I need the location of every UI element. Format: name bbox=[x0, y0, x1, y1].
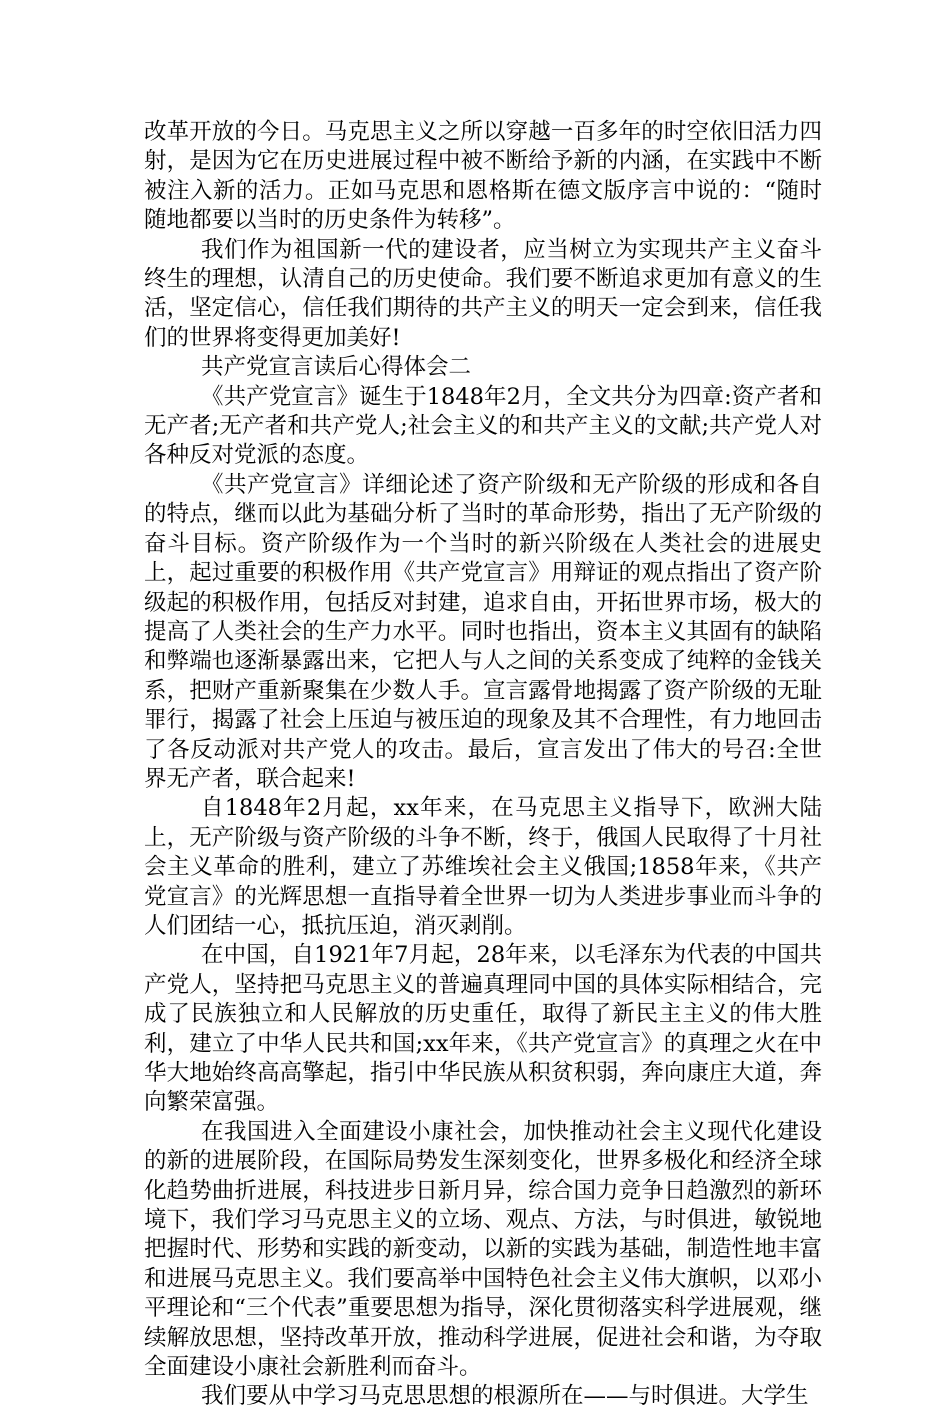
paragraph-2: 我们作为祖国新一代的建设者，应当树立为实现共产主义奋斗终生的理想，认清自己的历史使命。我们要不断追求更加有意义的生活，坚定信心，信任我们期待的共产主义的明天一定会到来，信任我们的世界将变得更加美好! bbox=[144, 236, 822, 351]
section-heading: 共产党宣言读后心得体会二 bbox=[201, 354, 472, 381]
paragraph-7: 在我国进入全面建设小康社会，加快推动社会主义现代化建设的新的进展阶段，在国际局势发生深刻变化，世界多极化和经济全球化趋势曲折进展，科技进步日新月异，综合国力竞争日趋激烈的新环境下，我们学习马克思主义的立场、观点、方法，与时俱进，敏锐地把握时代、形势和实践的新变动，以新的实践为基础，制造性地丰富和进展马克思主义。我们要高举中国特色社会主义伟大旗帜，以邓小平理论和“三个代表”重要思想为指导，深化贯彻落实科学进展观，继续解放思想，坚持改革开放，推动科学进展，促进社会和谐，为夺取全面建设小康社会新胜利而奋斗。 bbox=[144, 1118, 822, 1381]
paragraph-4: 《共产党宣言》详细论述了资产阶级和无产阶级的形成和各自的特点，继而以此为基础分析了当时的革命形势，指出了无产阶级的奋斗目标。资产阶级作为一个当时的新兴阶级在人类社会的进展史上，起过重要的积极作用《共产党宣言》用辩证的观点指出了资产阶级起的积极作用，包括反对封建，追求自由，开拓世界市场，极大的提高了人类社会的生产力水平。同时也指出，资本主义其固有的缺陷和弊端也逐渐暴露出来，它把人与人之间的关系变成了纯粹的金钱关系，把财产重新聚集在少数人手。宣言露骨地揭露了资产阶级的无耻罪行，揭露了社会上压迫与被压迫的现象及其不合理性，有力地回击了各反动派对共产党人的攻击。最后，宣言发出了伟大的号召:全世界无产者，联合起来! bbox=[144, 471, 822, 792]
paragraph-3: 《共产党宣言》诞生于1848年2月，全文共分为四章:资产者和无产者;无产者和共产党人;社会主义的和共产主义的文献;共产党人对各种反对党派的态度。 bbox=[144, 383, 822, 469]
paragraph-1: 改革开放的今日。马克思主义之所以穿越一百多年的时空依旧活力四射，是因为它在历史进展过程中被不断给予新的内涵，在实践中不断被注入新的活力。正如马克思和恩格斯在德文版序言中说的：“随时随地都要以当时的历史条件为转移”。 bbox=[144, 119, 822, 234]
document-page bbox=[144, 118, 822, 1412]
paragraph-8: 我们要从中学习马克思思想的根源所在——与时俱进。大学生 bbox=[201, 1383, 809, 1410]
paragraph-5: 自1848年2月起，xx年来，在马克思主义指导下，欧洲大陆上，无产阶级与资产阶级的斗争不断，终于，俄国人民取得了十月社会主义革命的胜利，建立了苏维埃社会主义俄国;1858年来，《共产党宣言》的光辉思想一直指导着全世界一切为人类进步事业而斗争的人们团结一心，抵抗压迫，消灭剥削。 bbox=[144, 795, 822, 939]
paragraph-6: 在中国，自1921年7月起，28年来，以毛泽东为代表的中国共产党人，坚持把马克思主义的普遍真理同中国的具体实际相结合，完成了民族独立和人民解放的历史重任，取得了新民主主义的伟大胜利，建立了中华人民共和国;xx年来，《共产党宣言》的真理之火在中华大地始终高高擎起，指引中华民族从积贫积弱，奔向康庄大道，奔向繁荣富强。 bbox=[144, 942, 822, 1116]
